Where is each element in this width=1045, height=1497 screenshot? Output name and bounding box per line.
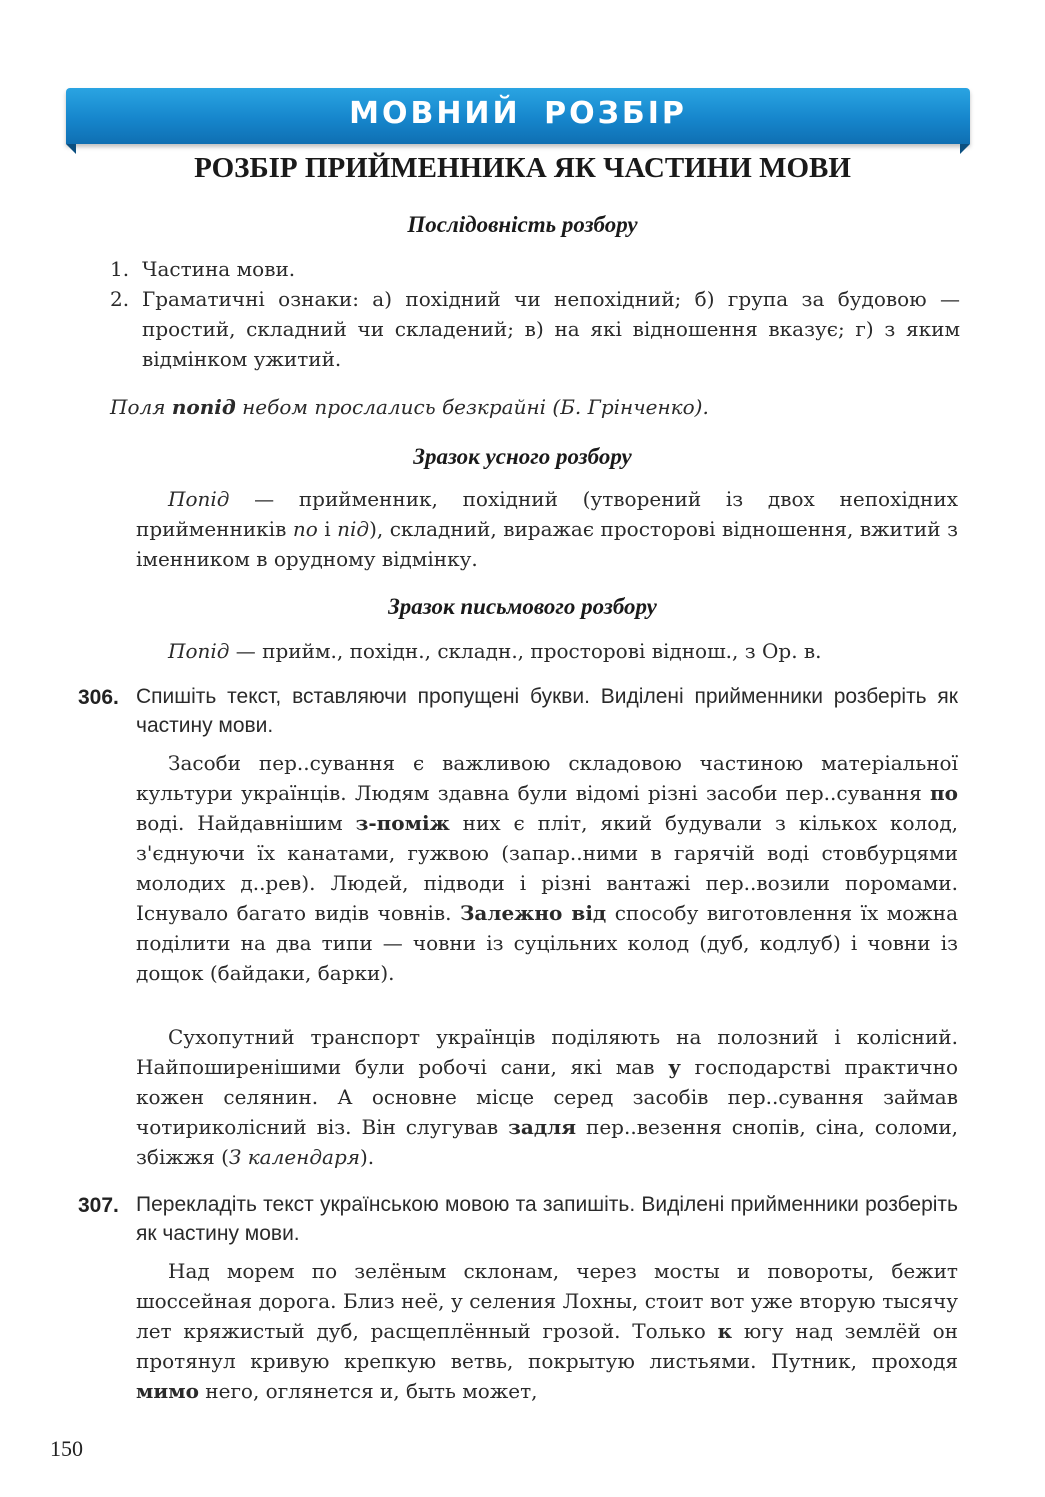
oral-word: Попід (168, 487, 230, 511)
text: пер..везення снопів, сіна, соломи, збіжжя ( (136, 1115, 959, 1169)
highlighted-preposition: по (930, 781, 958, 805)
sequence-title: Послідовність розбору (407, 212, 638, 237)
highlighted-preposition: задля (508, 1115, 577, 1139)
example-text: небом прослались безкрайні (235, 395, 547, 419)
exercise-307-task: Перекладіть текст українською мовою та запишіть. Виділені прийменники розберіть як частину мови. (136, 1193, 958, 1245)
page-number: 150 (50, 1436, 83, 1461)
text: Над морем по зелёным склонам, через мосты и повороты, бежит шоссейная дорога. Близ неё, у селения Лохны, стоит вот уже вторую тысячу лет кряжистый дуб, расщеплённый грозой. Только (136, 1259, 958, 1343)
written-word: Попід (168, 639, 230, 663)
page-heading: РОЗБІР ПРИЙМЕННИКА ЯК ЧАСТИНИ МОВИ (194, 152, 851, 184)
oral-word: по (292, 517, 318, 541)
sequence-item-1 (110, 254, 960, 284)
example-source: (Б. Грінченко). (546, 395, 709, 419)
text: Засоби пер..сування є важливою складовою частиною матеріальної культури українців. Людям здавна були відомі різні засоби пер..сування (136, 751, 958, 805)
sequence-num: 2. (110, 287, 130, 311)
exercise-306-paragraph-2 (136, 1022, 958, 1172)
sequence-text: Граматичні ознаки: а) похідний чи непохідний; б) група за будовою — простий, складний чи складений; в) на які відношення вказує; г) з яким відмінком ужитий. (142, 287, 960, 371)
exercise-307-paragraph-1 (136, 1256, 958, 1406)
example-preposition: попід (171, 395, 236, 419)
text: Сухопутний транспорт українців поділяють на полозний і колісний. Найпоширенішими були робочі сани, які мав (136, 1025, 958, 1079)
banner-title: МОВНИЙ РОЗБІР (349, 96, 687, 131)
text: него, оглянется и, быть может, (198, 1379, 538, 1403)
exercise-306-paragraph-1 (136, 748, 958, 988)
exercise-306-task: Спишіть текст, вставляючи пропущені букви. Виділені прийменники розберіть як частину мови. (136, 685, 958, 737)
highlighted-preposition: у (668, 1055, 681, 1079)
highlighted-preposition: Залежно від (459, 901, 607, 925)
sequence-item-2 (110, 284, 960, 374)
oral-analysis (136, 484, 958, 574)
oral-text: ), складний, виражає просторові відношення, вжитий з іменником в орудному відмінку. (136, 517, 958, 571)
oral-title: Зразок усного розбору (413, 444, 632, 469)
written-text: — прийм., похідн., складн., просторові віднош., з Ор. в. (229, 639, 822, 663)
example-sentence (110, 392, 960, 422)
text: воді. Найдавнішим (136, 811, 356, 835)
highlighted-preposition: мимо (136, 1379, 199, 1403)
oral-text: — прийменник, похідний (утворений із двох непохідних прийменників (136, 487, 958, 541)
sequence-text: Частина мови. (142, 257, 296, 281)
text: них є пліт, який будували з кількох колод, з'єднуючи їх канатами, гужвою (запар..ними в гарячій воді стовбурцями молодих д..рев). Людей, підводи і різні вантажі пер..возили поромами. Існувало багато видів човнів. (136, 811, 958, 925)
oral-word: під (337, 517, 370, 541)
example-text: Поля (110, 395, 172, 419)
text: способу виготовлення їх можна поділити на два типи — човни із суцільних колод (дуб, кодлуб) і човни із дощок (байдаки, барки). (136, 901, 959, 985)
text: ). (360, 1145, 375, 1169)
exercise-number-307: 307. (78, 1194, 119, 1217)
highlighted-preposition: к (717, 1319, 733, 1343)
section-banner (66, 88, 970, 144)
source: З календаря (228, 1145, 360, 1169)
written-analysis (168, 636, 958, 666)
text: господарстві практично кожен селянин. А основне місце серед засобів пер..сування займав чотириколісний віз. Він слугував (136, 1055, 958, 1139)
sequence-num: 1. (110, 257, 130, 281)
written-title: Зразок письмового розбору (388, 594, 657, 619)
oral-text: і (317, 517, 338, 541)
text: югу над землёй он протянул кривую крепкую ветвь, покрытую листьями. Путник, проходя (136, 1319, 958, 1373)
exercise-number-306: 306. (78, 686, 119, 709)
highlighted-preposition: з-поміж (355, 811, 450, 835)
